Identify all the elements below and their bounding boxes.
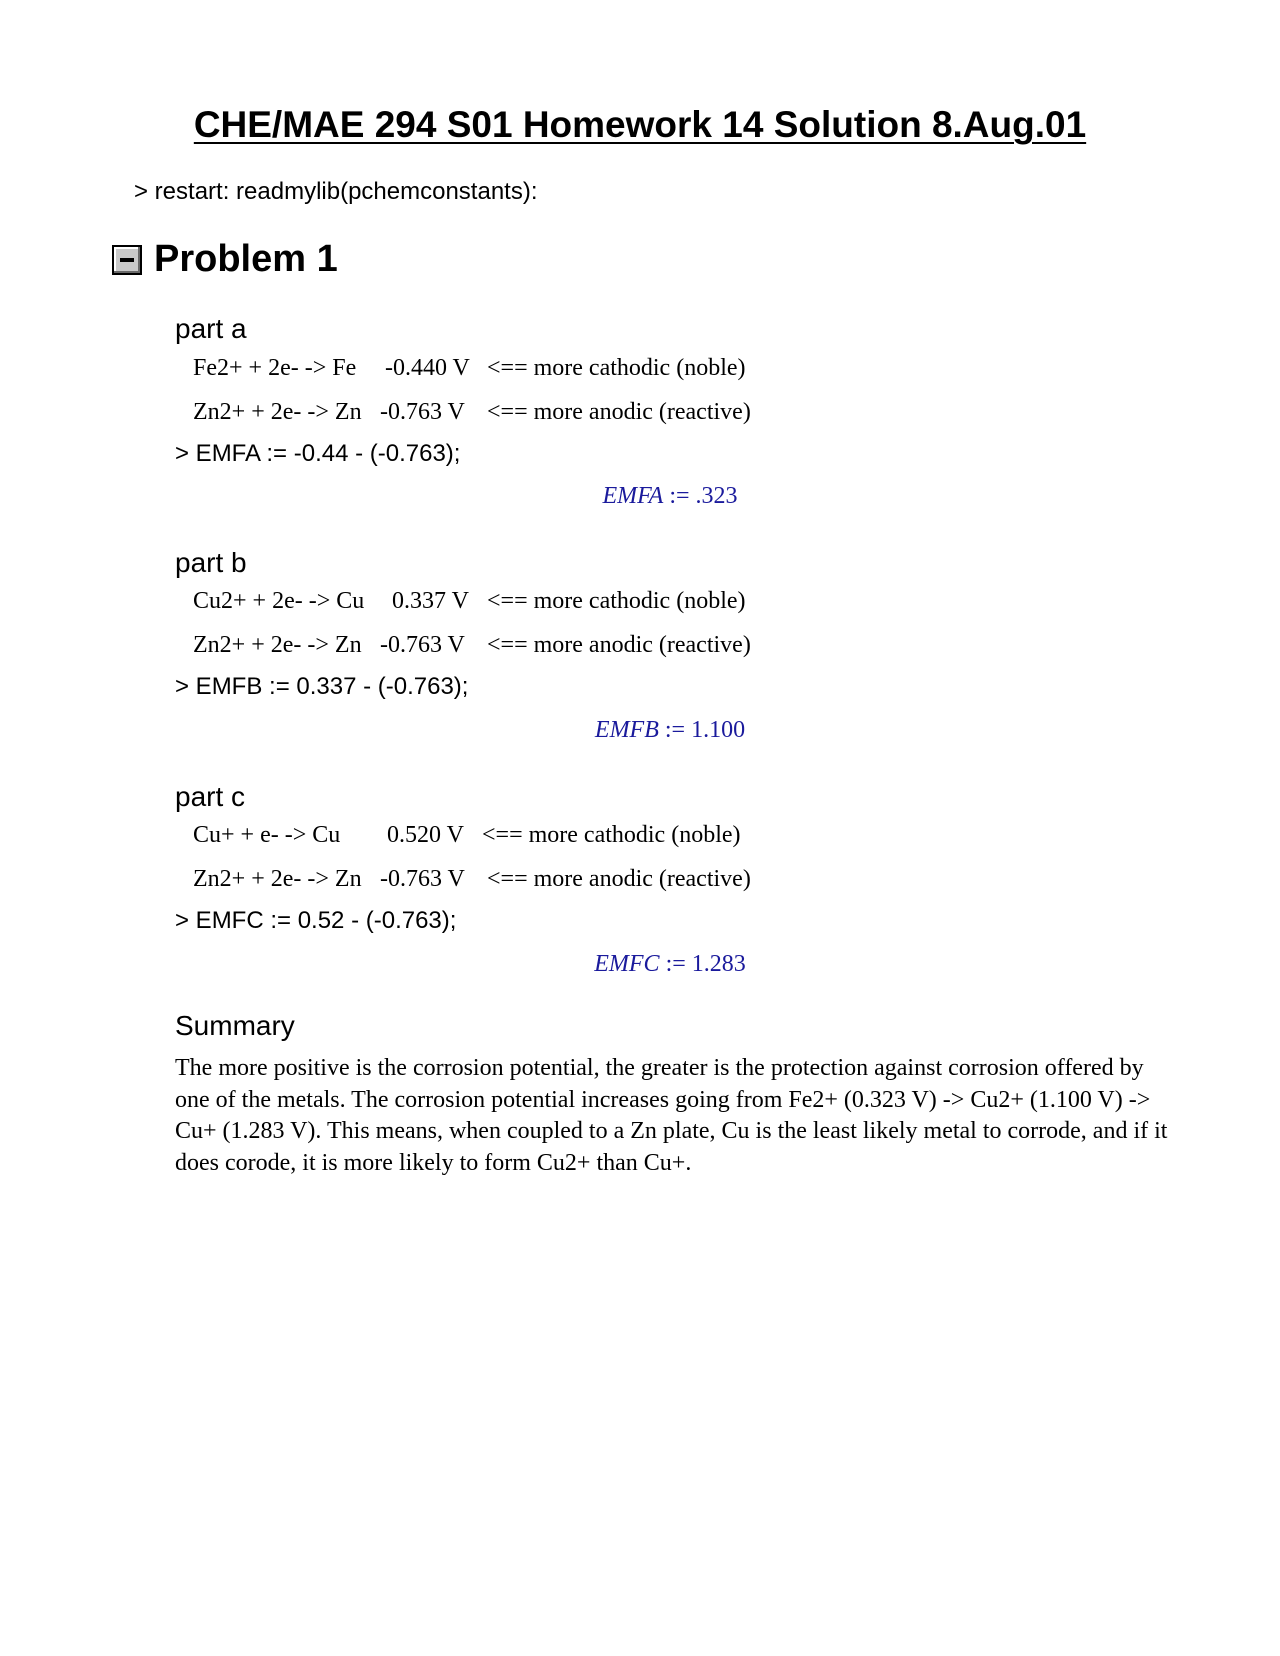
document-title: CHE/MAE 294 S01 Homework 14 Solution 8.Aug.01 xyxy=(193,104,1087,145)
output-value: := 1.283 xyxy=(665,951,746,977)
part-b-title: part b xyxy=(175,547,247,578)
part-a-title: part a xyxy=(175,313,247,344)
reaction-potential: -0.763 V xyxy=(380,866,465,892)
reaction-note: <== more anodic (reactive) xyxy=(487,399,751,425)
emfa-command[interactable]: > EMFA := -0.44 - (-0.763); xyxy=(175,440,461,467)
reaction-potential: -0.763 V xyxy=(380,399,465,425)
output-variable: EMFA xyxy=(602,483,664,509)
reaction-note: <== more cathodic (noble) xyxy=(482,822,741,848)
output-variable: EMFB xyxy=(594,717,659,743)
reaction-equation: Cu2+ + 2e- -> Cu xyxy=(193,588,365,614)
output-value: := 1.100 xyxy=(664,717,746,743)
reaction-potential: -0.440 V xyxy=(385,355,470,381)
reaction-note: <== more anodic (reactive) xyxy=(487,866,751,892)
summary-title: Summary xyxy=(175,1010,295,1041)
reaction-note: <== more cathodic (noble) xyxy=(487,355,746,381)
section-title: Problem 1 xyxy=(154,238,338,280)
restart-command[interactable]: > restart: readmylib(pchemconstants): xyxy=(134,178,538,205)
emfc-command[interactable]: > EMFC := 0.52 - (-0.763); xyxy=(175,907,457,934)
reaction-equation: Cu+ + e- -> Cu xyxy=(193,822,341,848)
reaction-potential: 0.520 V xyxy=(387,822,464,848)
reaction-equation: Zn2+ + 2e- -> Zn xyxy=(193,632,362,658)
reaction-note: <== more anodic (reactive) xyxy=(487,632,751,658)
summary-paragraph: The more positive is the corrosion potential, the greater is the protection against corrosion offered by one of the metals. The corrosion potential increases going from Fe2+ (0.323 V) -> Cu2+ (1.100 V) -> Cu+ (1.283 V). This means, when coupled to a Zn plate, Cu is the least likely metal to corrode, and if it does corode, it is more likely to form Cu2+ than Cu+. xyxy=(175,1055,1168,1176)
reaction-potential: -0.763 V xyxy=(380,632,465,658)
emfb-command[interactable]: > EMFB := 0.337 - (-0.763); xyxy=(175,673,469,700)
collapse-section-icon[interactable] xyxy=(112,245,142,275)
reaction-equation: Zn2+ + 2e- -> Zn xyxy=(193,866,362,892)
reaction-note: <== more cathodic (noble) xyxy=(487,588,746,614)
output-value: := .323 xyxy=(669,483,738,509)
part-c-title: part c xyxy=(175,781,246,812)
output-variable: EMFC xyxy=(594,951,660,977)
reaction-potential: 0.337 V xyxy=(392,588,469,614)
emfb-output xyxy=(0,717,1280,744)
reaction-equation: Zn2+ + 2e- -> Zn xyxy=(193,399,362,425)
reaction-equation: Fe2+ + 2e- -> Fe xyxy=(193,355,357,381)
emfc-output xyxy=(0,951,1280,978)
emfa-output xyxy=(0,483,1280,510)
